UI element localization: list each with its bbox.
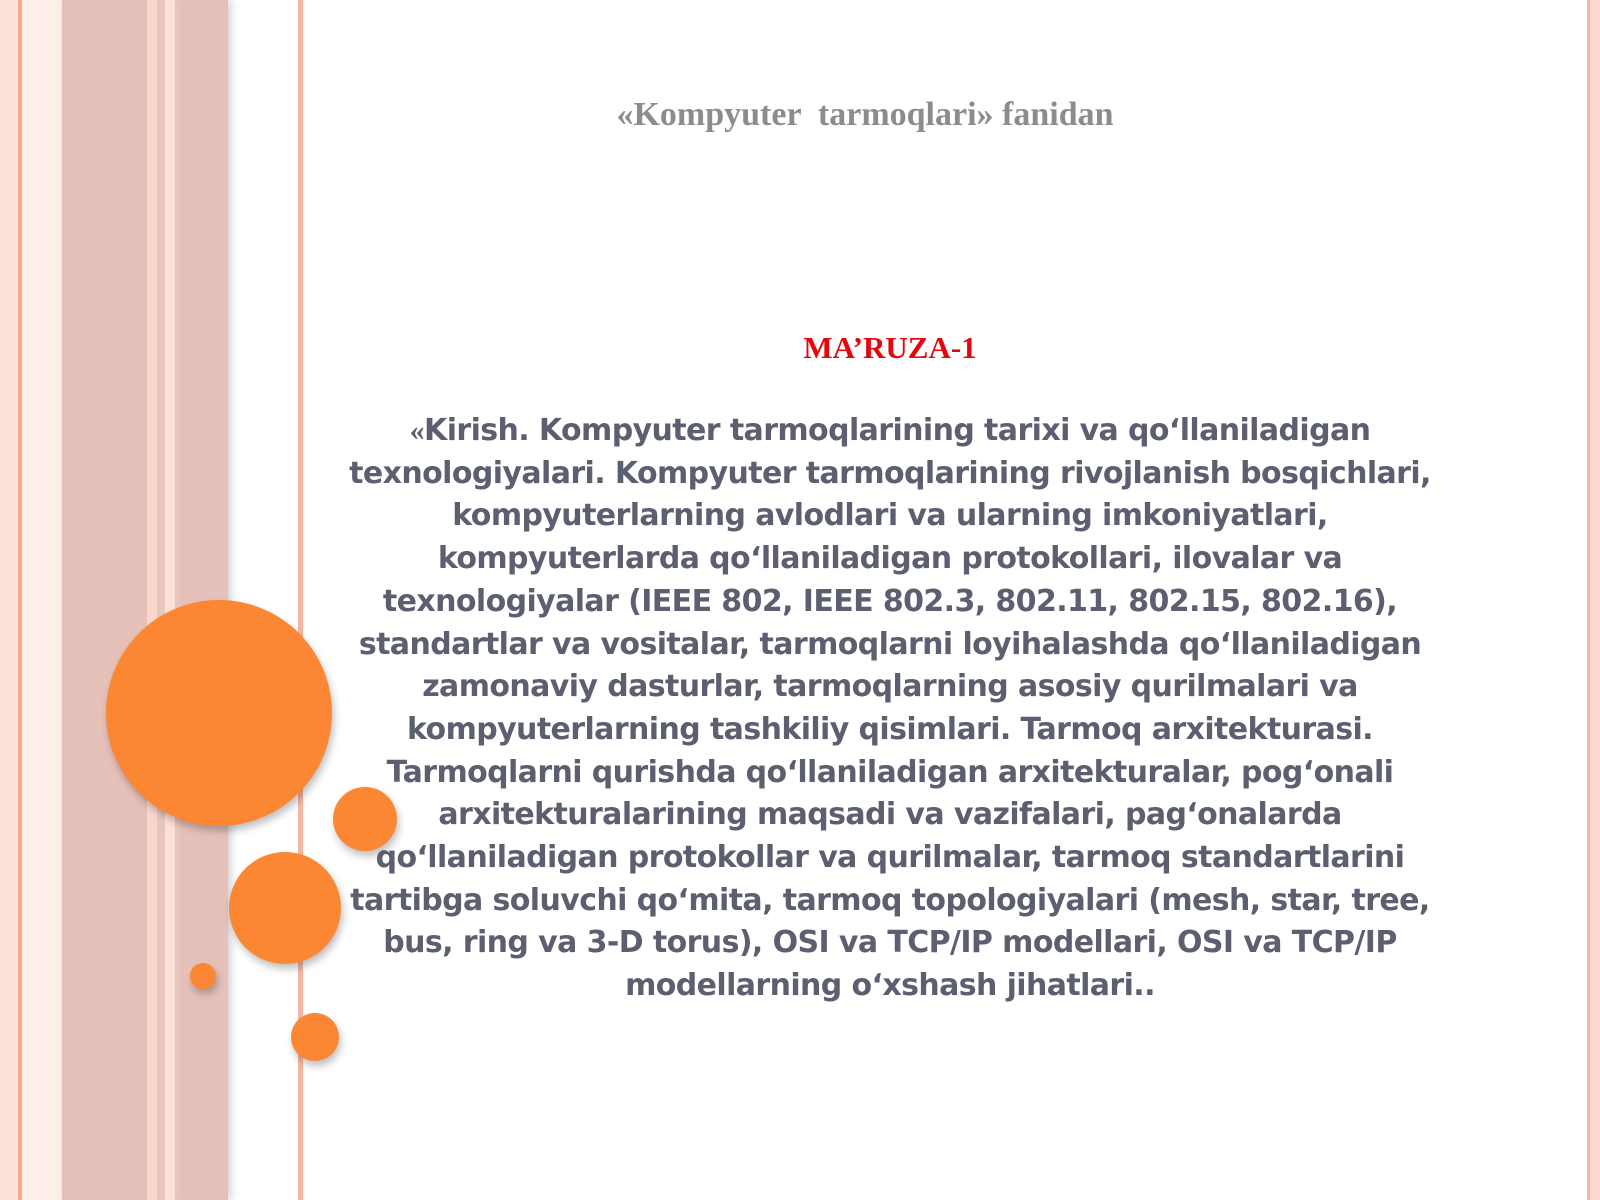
decor-circle-small (291, 1013, 339, 1061)
decor-stripe (62, 0, 147, 1200)
lecture-description (330, 410, 1450, 1008)
decor-circle-medium (229, 852, 341, 964)
decor-stripe (1590, 0, 1600, 1200)
decor-stripe (157, 0, 165, 1200)
decor-stripe (147, 0, 157, 1200)
course-subtitle: «Kompyuter tarmoqlari» fanidan (616, 96, 1114, 133)
opening-quote: « (409, 414, 425, 447)
decor-stripe (1587, 0, 1590, 1200)
lecture-title: MA’RUZA-1 (803, 330, 977, 365)
decor-stripe (175, 0, 183, 1200)
decor-stripe (0, 0, 18, 1200)
decor-stripe (22, 0, 62, 1200)
decor-circle-large (106, 600, 332, 826)
decor-stripe (165, 0, 175, 1200)
lecture-description-text: Kirish. Kompyuter tarmoqlarining tarixi va qo‘llaniladigan texnologiyalari. Kompyuter tarmoqlarining rivojlanish bosqichlari, kompyuterlarning avlodlari va ularning imkoniyatlari, kompyuterlarda qo‘llaniladigan protokollari, ilovalar va texnologiyalar (IEEE 802, IEEE 802.3, 802.11, 802.15, 802.16), standartlar va vositalar, tarmoqlarni loyihalashda qo‘llaniladigan zamonaviy dasturlar, tarmoqlarning asosiy qurilmalari va kompyuterlarning tashkiliy qisimlari. Tarmoq arxitekturasi. Tarmoqlarni qurishda qo‘llaniladigan arxitekturalar, pog‘onali arxitekturalarining maqsadi va vazifalari, pag‘onalarda qo‘llaniladigan protokollar va qurilmalar, tarmoq standartlarini tartibga soluvchi qo‘mita, tarmoq topologiyalari (mesh, star, tree, bus, ring va 3-D torus), OSI va TCP/IP modellari, OSI va TCP/IP modellarning o‘xshash jihatlari.. (349, 413, 1431, 1004)
decor-circle-tiny (190, 963, 216, 989)
